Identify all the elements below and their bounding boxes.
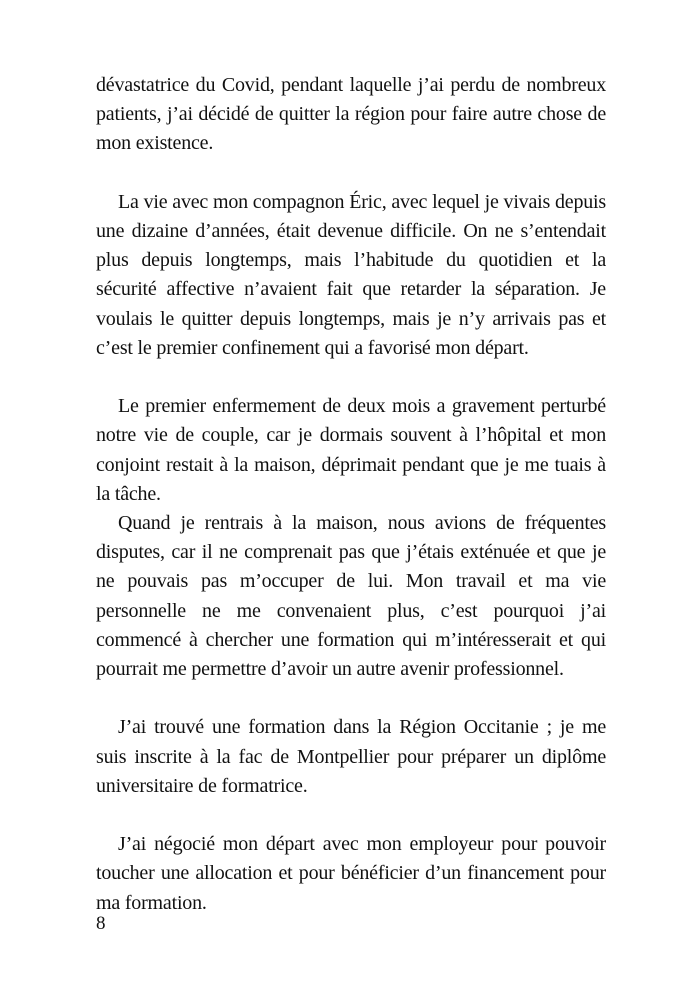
paragraph-6: J’ai négocié mon départ avec mon employeur pour pouvoir toucher une allocation et pour bénéficier d’un financement pour ma formation.: [96, 833, 606, 914]
paragraph-4: Quand je rentrais à la maison, nous avions de fréquentes disputes, car il ne comprenait pas que j’étais exténuée et que je ne pouvais pas m’occuper de lui. Mon travail et ma vie personnelle ne me convenaient plus, c’est pourquoi j’ai commencé à chercher une formation qui m’intéresserait et qui pourrait me permettre d’avoir un autre avenir professionnel.: [96, 512, 606, 681]
paragraph-3: Le premier enfermement de deux mois a gravement perturbé notre vie de couple, car je dormais souvent à l’hôpital et mon conjoint restait à la maison, déprimait pendant que je me tuais à la tâche.: [96, 395, 606, 505]
paragraph-2: La vie avec mon compagnon Éric, avec lequel je vivais depuis une dizaine d’années, était devenue difficile. On ne s’entendait plus depuis longtemps, mais l’habitude du quotidien et la sécurité affective n’avaient fait que retarder la séparation. Je voulais le quitter depuis longtemps, mais je n’y arrivais pas et c’est le premier confinement qui a favorisé mon départ.: [96, 190, 606, 359]
page-number: 8: [96, 913, 106, 934]
page-body: [96, 71, 606, 918]
paragraph-5: J’ai trouvé une formation dans la Région Occitanie ; je me suis inscrite à la fac de Montpellier pour préparer un diplôme universitaire de formatrice.: [96, 716, 606, 797]
paragraph-1: dévastatrice du Covid, pendant laquelle j’ai perdu de nombreux patients, j’ai décidé de quitter la région pour faire autre chose de mon existence.: [96, 74, 606, 155]
